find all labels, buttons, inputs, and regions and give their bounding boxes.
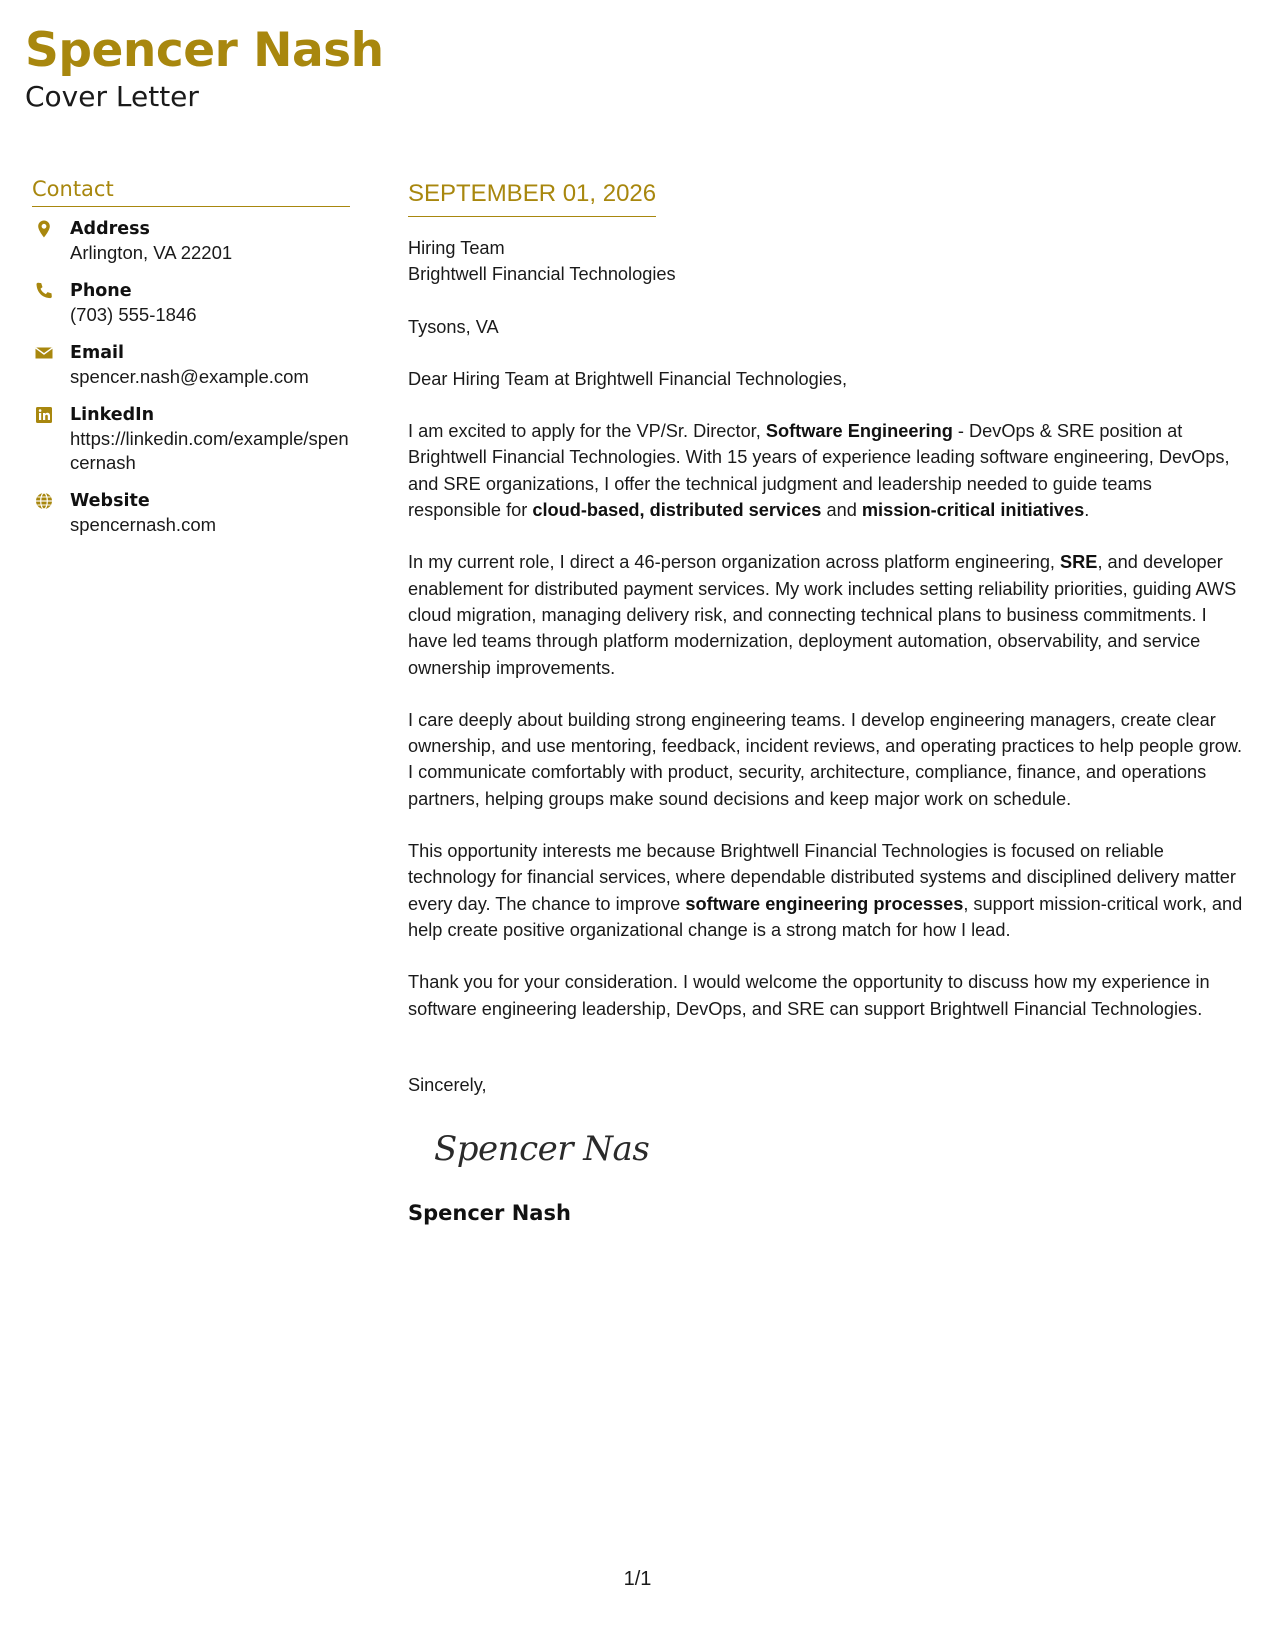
- letter-body: [408, 178, 1248, 1227]
- globe-icon: [34, 491, 54, 511]
- paragraph-3: I care deeply about building strong engineering teams. I develop engineering managers, create clear ownership, and use mentoring, feedback, incident reviews, and operating practices to help people grow. I communicate comfortably with product, security, architecture, compliance, finance, and operations partners, helping groups make sound decisions and keep major work on schedule.: [408, 709, 1243, 809]
- paragraph-4: This opportunity interests me because Brightwell Financial Technologies is focused on reliable technology for financial services, where dependable distributed systems and disciplined delivery matter every day. The chance to improve software engineering processes, support mission-critical work, and help create positive organizational change is a strong match for how I lead.: [408, 841, 1243, 940]
- recipient-location: Tysons, VA: [408, 316, 499, 337]
- contact-sidebar: [32, 176, 350, 551]
- contact-email: [32, 341, 350, 389]
- contact-label: Website: [70, 491, 150, 511]
- document-type: Cover Letter: [25, 80, 199, 113]
- contact-value: Arlington, VA 22201: [70, 242, 233, 263]
- paragraph-2: In my current role, I direct a 46-person organization across platform engineering, SRE, and developer enablement for distributed payment services. My work includes setting reliability priorities, guiding AWS cloud migration, managing delivery risk, and connecting technical plans to business commitments. I have led teams through platform modernization, deployment automation, observability, and service ownership improvements.: [408, 552, 1237, 678]
- contact-linkedin: [32, 403, 350, 475]
- signer-name: Spencer Nash: [408, 1201, 571, 1226]
- contact-address: [32, 217, 350, 265]
- salutation: Dear Hiring Team at Brightwell Financial Technologies,: [408, 368, 848, 389]
- handwritten-signature: [430, 1120, 650, 1176]
- phone-icon: [34, 281, 54, 301]
- page-number: 1/1: [623, 1568, 652, 1590]
- recipient-company: Brightwell Financial Technologies: [408, 264, 676, 285]
- recipient-block: [408, 235, 1248, 288]
- contact-value: https://linkedin.com/example/spencernash: [70, 428, 349, 473]
- contact-label: Phone: [70, 281, 132, 301]
- envelope-icon: [34, 343, 54, 363]
- linkedin-icon: [34, 405, 54, 425]
- svg-text:Spencer Nash: Spencer Nash: [434, 1129, 650, 1170]
- recipient-name: Hiring Team: [408, 238, 505, 258]
- document-header: [25, 22, 384, 114]
- contact-label: Email: [70, 343, 124, 363]
- applicant-name: Spencer Nash: [25, 23, 384, 78]
- contact-website: [32, 489, 350, 537]
- contact-value: spencernash.com: [70, 514, 217, 535]
- paragraph-5: Thank you for your consideration. I would welcome the opportunity to discuss how my experience in software engineering leadership, DevOps, and SRE can support Brightwell Financial Technologies.: [408, 972, 1210, 1019]
- contact-phone: [32, 279, 350, 327]
- letter-date: SEPTEMBER 01, 2026: [408, 178, 656, 217]
- contact-label: LinkedIn: [70, 405, 155, 425]
- paragraph-1: I am excited to apply for the VP/Sr. Director, Software Engineering - DevOps & SRE position at Brightwell Financial Technologies. With 15 years of experience leading software engineering, DevOps, and SRE organizations, I offer the technical judgment and leadership needed to guide teams responsible for cloud-based, distributed services and mission-critical initiatives.: [408, 421, 1230, 521]
- contact-value: spencer.nash@example.com: [70, 366, 309, 387]
- contact-label: Address: [70, 219, 150, 239]
- contact-value: (703) 555-1846: [70, 304, 197, 325]
- closing: Sincerely,: [408, 1074, 487, 1095]
- map-pin-icon: [34, 219, 54, 239]
- contact-heading: Contact: [32, 176, 350, 207]
